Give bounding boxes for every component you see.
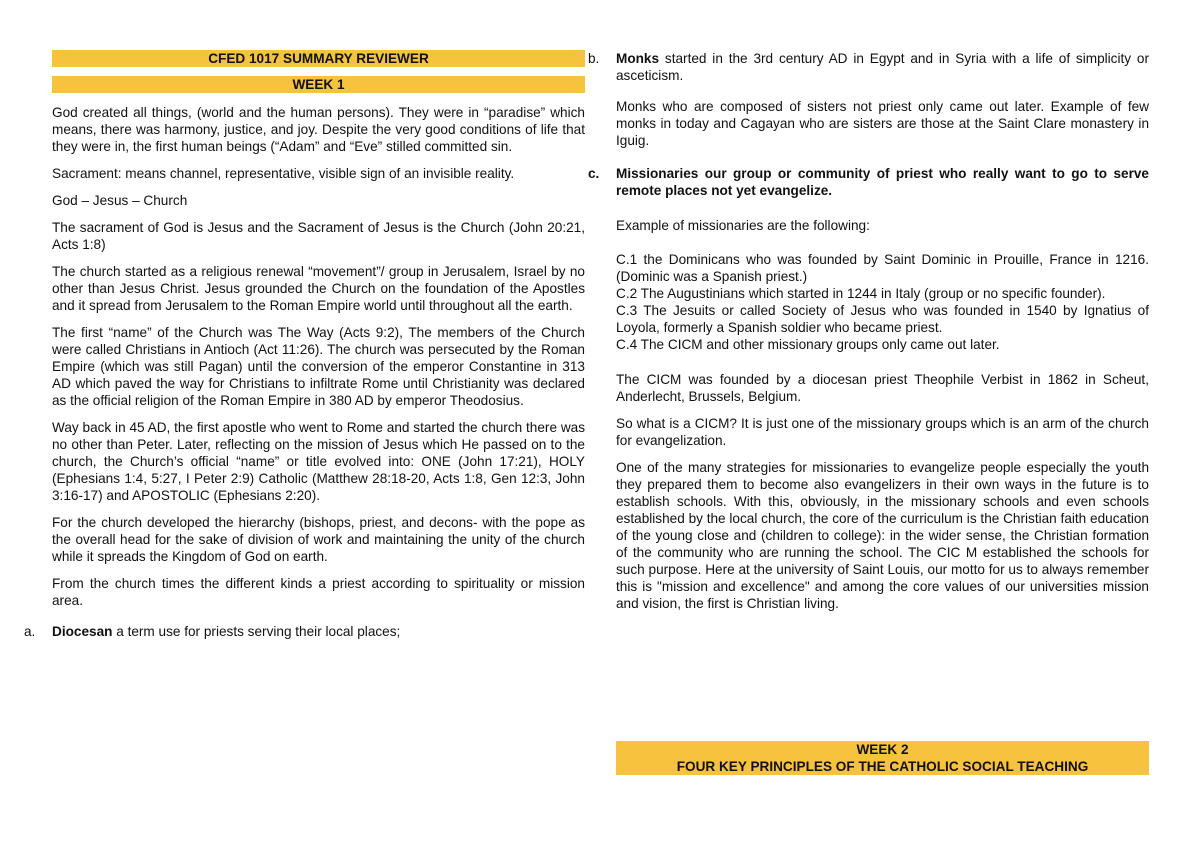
paragraph-god-jesus-church: God – Jesus – Church <box>52 193 188 208</box>
paragraph-peter-rome: Way back in 45 AD, the first apostle who went to Rome and started the church there was no other than Peter. Later, reflecting on the mission of Jesus which He passed on to the church, the Church’s official “name” or title evolved into: ONE (John 17:21), HOLY (Ephesians 1:4, 5:27, I Peter 2:9) Catholic (Matthew 28:18-20, Acts 1:8, Gen 12:3, John 3:16-17) and APOSTOLIC (Ephesians 2:20). <box>52 420 585 503</box>
paragraph-kinds-of-priest: From the church times the different kinds a priest according to spirituality or mission area. <box>52 576 585 608</box>
week-2-heading: WEEK 2 <box>616 741 1149 758</box>
monks-description: started in the 3rd century AD in Egypt and in Syria with a life of simplicity or asceticism. <box>616 51 1149 83</box>
list-marker-a: a. <box>24 624 36 639</box>
right-column <box>588 50 1149 622</box>
paragraph-first-name: The first “name” of the Church was The Way (Acts 9:2), The members of the Church were called Christians in Antioch (Act 11:26). The church was persecuted by the Roman Empire (which was still Pagan) until the conversion of the emperor Constantine in 313 AD which paved the way for Christians to infiltrate Rome until Christianity was declared as the official religion of the Roman Empire in 380 AD by emperor Theodosius. <box>52 325 585 408</box>
missionary-c1: C.1 the Dominicans who was founded by Saint Dominic in Prouille, France in 1216. (Dominic was a Spanish priest.) <box>616 252 1149 284</box>
missionary-c2: C.2 The Augustinians which started in 1244 in Italy (group or no specific founder). <box>616 286 1106 301</box>
term-monks: Monks <box>616 51 660 66</box>
list-marker-b: b. <box>588 51 600 66</box>
document-title: CFED 1017 SUMMARY REVIEWER <box>52 50 585 67</box>
week-2-title: FOUR KEY PRINCIPLES OF THE CATHOLIC SOCIAL TEACHING <box>616 758 1149 775</box>
week-1-heading: WEEK 1 <box>52 76 585 93</box>
paragraph-sacrament-of-god: The sacrament of God is Jesus and the Sacrament of Jesus is the Church (John 20:21, Acts 1:8) <box>52 220 585 252</box>
paragraph-sacrament-definition: Sacrament: means channel, representative, visible sign of an invisible reality. <box>52 166 515 181</box>
paragraph-church-start: The church started as a religious renewal “movement”/ group in Jerusalem, Israel by no other than Jesus Christ. Jesus grounded the Church on the foundation of the Apostles and it spread from Jerusalem to the Roman Empire world until throughout all the earth. <box>52 264 585 313</box>
missionary-c4: C.4 The CICM and other missionary groups only came out later. <box>616 337 1000 352</box>
list-item-diocesan <box>24 623 585 640</box>
week-2-section <box>616 741 1149 775</box>
left-column <box>24 50 585 640</box>
term-diocesan: Diocesan <box>52 624 113 639</box>
paragraph-hierarchy: For the church developed the hierarchy (bishops, priest, and decons- with the pope as the overall head for the sake of division of work and maintaining the unity of the church while it spreads the Kingdom of God on earth. <box>52 515 585 564</box>
list-item-missionaries <box>588 165 1149 199</box>
diocesan-description: a term use for priests serving their local places; <box>112 624 401 639</box>
paragraph-what-is-cicm: So what is a CICM? It is just one of the missionary groups which is an arm of the church for evangelization. <box>616 416 1149 448</box>
paragraph-monks-sisters: Monks who are composed of sisters not priest only came out later. Example of few monks in today and Cagayan who are sisters are those at the Saint Clare monastery in Iguig. <box>616 99 1149 148</box>
list-item-monks <box>588 50 1149 84</box>
missionaries-description: Missionaries our group or community of priest who really want to go to serve remote places not yet evangelize. <box>616 166 1149 198</box>
paragraph-cicm-founding: The CICM was founded by a diocesan priest Theophile Verbist in 1862 in Scheut, Anderlecht, Brussels, Belgium. <box>616 372 1149 404</box>
paragraph-strategies: One of the many strategies for missionaries to evangelize people especially the youth they prepared them to become also evangelizers in their own ways in the future is to establish schools. With this, obviously, in the missionary schools and even schools established by the local church, the core of the curriculum is the Christian faith education of the young close and (children to college): in the wider sense, the Christian formation of the community who are running the school. The CIC M established the schools for such purpose. Here at the university of Saint Louis, our motto for us to always remember this is "mission and excellence" and among the core values of our universities mission and vision, the first is Christian living. <box>616 460 1149 611</box>
paragraph-creation: God created all things, (world and the human persons). They were in “paradise” which means, there was harmony, justice, and joy. Despite the very good conditions of life that they were in, the first human beings (“Adam” and “Eve” stilled committed sin. <box>52 105 585 154</box>
missionary-c3: C.3 The Jesuits or called Society of Jesus who was founded in 1540 by Ignatius of Loyola, formerly a Spanish soldier who became priest. <box>616 303 1149 335</box>
list-marker-c: c. <box>588 166 600 181</box>
paragraph-example-missionaries: Example of missionaries are the following: <box>616 218 870 233</box>
